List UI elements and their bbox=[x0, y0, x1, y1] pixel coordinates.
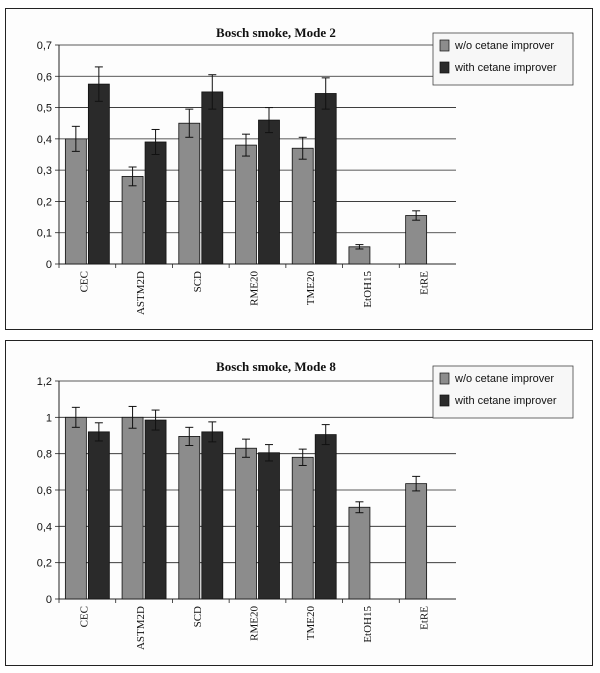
legend-label: w/o cetane improver bbox=[455, 40, 555, 52]
legend-swatch-0 bbox=[440, 40, 449, 51]
y-tick-label: 1 bbox=[45, 412, 52, 425]
bar-wo-tme20 bbox=[292, 148, 313, 264]
x-tick-label: SCD bbox=[191, 271, 204, 293]
bar-wo-etre bbox=[406, 216, 427, 264]
y-tick-label: 0 bbox=[45, 259, 52, 271]
x-tick-label: EtRE bbox=[418, 271, 431, 295]
x-tick-label: SCD bbox=[191, 606, 204, 628]
bar-chart-mode8 bbox=[6, 341, 592, 665]
bar-wo-scd bbox=[179, 123, 200, 264]
x-tick-label: TME20 bbox=[305, 606, 318, 641]
bar-wo-cec bbox=[65, 417, 86, 599]
bar-with-astm2d bbox=[145, 420, 166, 599]
x-tick-label: EtOH15 bbox=[361, 271, 374, 308]
x-tick-label: ASTM2D bbox=[135, 606, 148, 651]
y-tick-label: 0,7 bbox=[36, 40, 52, 52]
legend-swatch-0 bbox=[440, 373, 449, 384]
bar-with-tme20 bbox=[315, 93, 336, 264]
bar-wo-scd bbox=[179, 436, 200, 599]
y-tick-label: 0,5 bbox=[36, 102, 52, 115]
y-tick-label: 0,6 bbox=[36, 485, 52, 497]
bar-wo-rme20 bbox=[236, 145, 257, 264]
y-tick-label: 1,2 bbox=[36, 376, 52, 388]
x-tick-label: ASTM2D bbox=[135, 271, 148, 316]
legend bbox=[433, 33, 573, 85]
y-tick-label: 0,4 bbox=[36, 133, 52, 146]
bar-with-scd bbox=[202, 432, 223, 599]
bar-wo-rme20 bbox=[236, 448, 257, 599]
x-tick-label: EtOH15 bbox=[361, 606, 374, 643]
chart-panel-mode2 bbox=[5, 8, 593, 330]
y-tick-label: 0,1 bbox=[36, 227, 52, 240]
y-tick-label: 0,2 bbox=[36, 557, 52, 570]
legend bbox=[433, 366, 573, 418]
bar-wo-etoh15 bbox=[349, 507, 370, 599]
x-tick-label: RME20 bbox=[248, 606, 261, 641]
x-tick-label: TME20 bbox=[305, 271, 318, 306]
bar-with-astm2d bbox=[145, 142, 166, 264]
bar-wo-tme20 bbox=[292, 457, 313, 599]
chart-panel-mode8 bbox=[5, 340, 593, 666]
bar-wo-cec bbox=[65, 139, 86, 264]
bar-with-rme20 bbox=[259, 120, 280, 264]
y-tick-label: 0,3 bbox=[36, 165, 52, 178]
legend-swatch-1 bbox=[440, 395, 449, 406]
legend-label: w/o cetane improver bbox=[455, 373, 555, 385]
y-tick-label: 0,2 bbox=[36, 196, 52, 209]
x-tick-label: CEC bbox=[78, 606, 91, 628]
y-tick-label: 0,8 bbox=[36, 448, 52, 461]
bar-wo-astm2d bbox=[122, 417, 143, 599]
bar-with-cec bbox=[88, 84, 109, 264]
y-tick-label: 0,6 bbox=[36, 71, 52, 84]
bar-with-scd bbox=[202, 92, 223, 264]
bar-with-rme20 bbox=[259, 453, 280, 599]
legend-label: with cetane improver bbox=[455, 395, 557, 407]
x-tick-label: CEC bbox=[78, 271, 91, 293]
bar-wo-etre bbox=[406, 484, 427, 599]
legend-swatch-1 bbox=[440, 62, 449, 73]
chart-title: Bosch smoke, Mode 2 bbox=[216, 25, 336, 40]
chart-title: Bosch smoke, Mode 8 bbox=[216, 359, 336, 374]
x-tick-label: RME20 bbox=[248, 271, 261, 306]
y-tick-label: 0,4 bbox=[36, 521, 52, 534]
bar-chart-mode2 bbox=[6, 9, 592, 329]
x-tick-label: EtRE bbox=[418, 606, 431, 630]
bar-with-tme20 bbox=[315, 435, 336, 599]
legend-label: with cetane improver bbox=[455, 62, 557, 74]
bar-with-cec bbox=[88, 432, 109, 599]
y-tick-label: 0 bbox=[45, 594, 52, 606]
bar-wo-astm2d bbox=[122, 176, 143, 264]
